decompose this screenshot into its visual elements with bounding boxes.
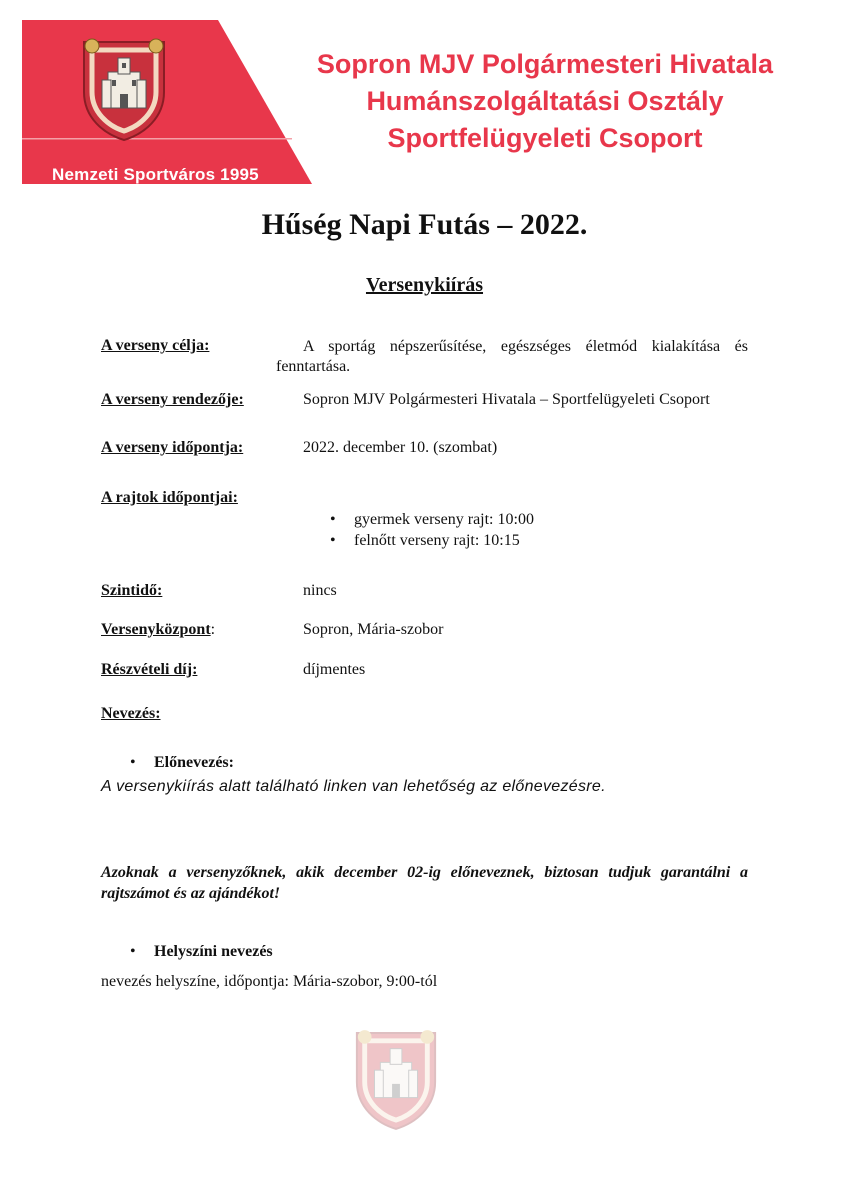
pre-entry-guarantee: Azoknak a versenyzőknek, akik december 02-ig előneveznek, biztosan tudjuk garantálni a rajtszámot és az ajándékot! <box>101 864 748 902</box>
organizer-label: A verseny rendezője: <box>101 391 244 408</box>
goal-value: A sportág népszerűsítése, egészséges életmód kialakítása és fenntartása. <box>276 338 748 375</box>
document-subtitle: Versenykiírás <box>365 274 484 296</box>
race-center-label <box>101 621 215 639</box>
sopron-coat-of-arms-icon <box>78 36 170 142</box>
date-label: A verseny időpontja: <box>101 439 244 456</box>
badge-caption: Nemzeti Sportváros 1995 <box>52 165 259 184</box>
list-item <box>330 530 534 551</box>
pre-entry-heading: • Előnevezés: <box>130 754 234 772</box>
onsite-entry-text: nevezés helyszíne, időpontja: Mária-szobor, 9:00-tól <box>101 973 438 990</box>
fee-label: Részvételi díj: <box>101 661 198 678</box>
entry-label: Nevezés: <box>101 705 161 722</box>
race-center-label-text: Versenyközpont <box>101 621 211 638</box>
date-value: 2022. december 10. (szombat) <box>303 439 498 456</box>
start-time-child: gyermek verseny rajt: 10:00 <box>354 511 534 528</box>
goal-label: A verseny célja: <box>101 337 210 354</box>
race-center-value: Sopron, Mária-szobor <box>303 621 444 638</box>
time-limit-label: Szintidő: <box>101 582 163 599</box>
fee-value: díjmentes <box>303 661 366 678</box>
start-time-adult: felnőtt verseny rajt: 10:15 <box>354 532 520 549</box>
organization-name <box>250 46 840 157</box>
race-center-label-colon: : <box>210 621 216 638</box>
org-line-3: Sportfelügyeleti Csoport <box>387 123 703 153</box>
organizer-value: Sopron MJV Polgármesteri Hivatala – Sportfelügyeleti Csoport <box>303 391 710 408</box>
list-item <box>330 509 534 530</box>
onsite-entry-heading: • Helyszíni nevezés <box>130 943 273 961</box>
document-title: Hűség Napi Futás – 2022. <box>261 208 588 241</box>
starts-label: A rajtok időpontjai: <box>101 489 238 506</box>
pre-entry-note: A versenykiírás alatt található linken van lehetőség az előnevezésre. <box>101 778 606 795</box>
org-line-1: Sopron MJV Polgármesteri Hivatala <box>316 49 774 79</box>
time-limit-value: nincs <box>303 582 337 599</box>
org-line-2: Humánszolgáltatási Osztály <box>366 86 724 116</box>
coat-of-arms-watermark-icon <box>351 1026 441 1132</box>
start-times-list <box>330 509 534 551</box>
